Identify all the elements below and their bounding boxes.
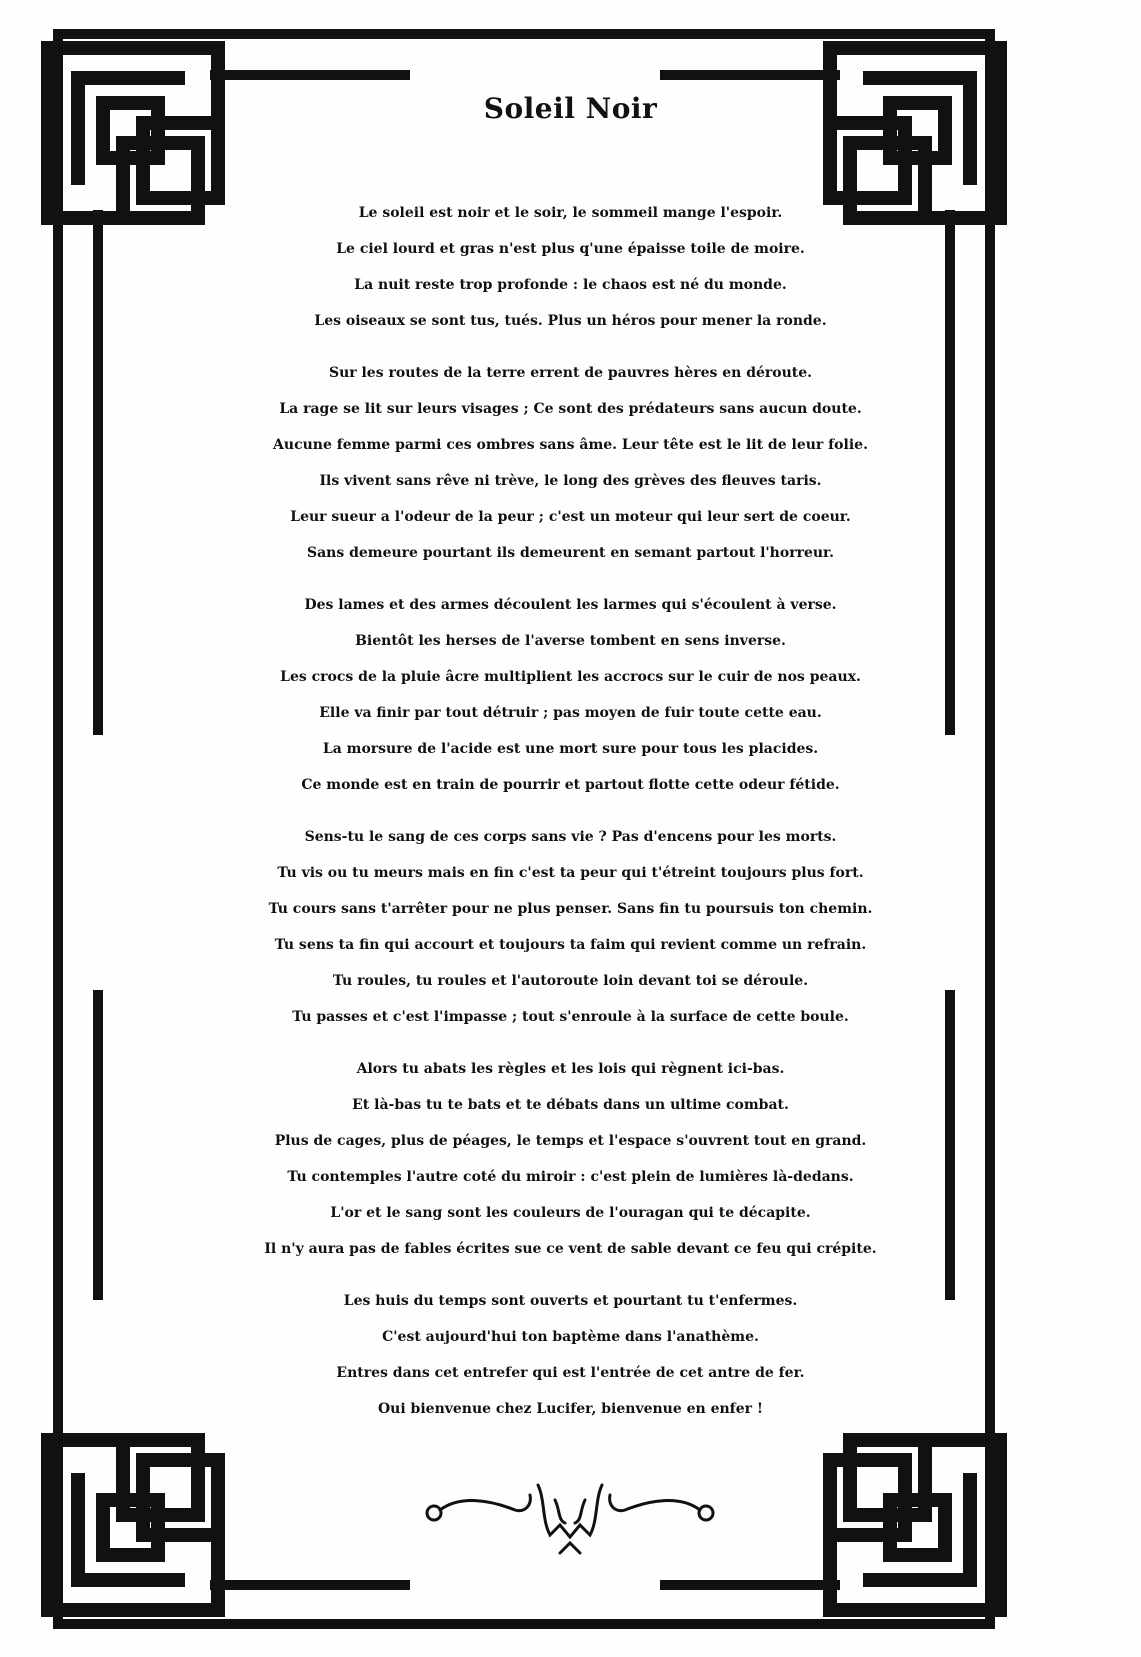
poem-line: Les oiseaux se sont tus, tués. Plus un héros pour mener la ronde.	[314, 313, 827, 329]
poem-line: C'est aujourd'hui ton baptème dans l'anathème.	[382, 1329, 759, 1345]
greek-key-corner-icon	[48, 1440, 218, 1610]
stanza	[0, 195, 1141, 339]
poem-line: Elle va finir par tout détruir ; pas moyen de fuir toute cette eau.	[319, 705, 822, 721]
poem-line: Plus de cages, plus de péages, le temps et l'espace s'ouvrent tout en grand.	[274, 1133, 867, 1149]
poem-body	[0, 195, 1141, 1443]
poem-line: Ce monde est en train de pourrir et partout flotte cette odeur fétide.	[301, 777, 840, 793]
poem-line: Leur sueur a l'odeur de la peur ; c'est un moteur qui leur sert de coeur.	[290, 509, 851, 525]
stanza	[0, 1283, 1141, 1427]
poem-line: Le ciel lourd et gras n'est plus q'une épaisse toile de moire.	[336, 241, 805, 257]
stanza	[0, 355, 1141, 571]
poem-line: Des lames et des armes découlent les larmes qui s'écoulent à verse.	[304, 597, 837, 613]
poem-line: Entres dans cet entrefer qui est l'entrée de cet antre de fer.	[336, 1365, 805, 1381]
poem-line: Les huis du temps sont ouverts et pourtant tu t'enfermes.	[343, 1293, 798, 1309]
poem-line: Alors tu abats les règles et les lois qui règnent ici-bas.	[356, 1061, 785, 1077]
poem-line: La rage se lit sur leurs visages ; Ce sont des prédateurs sans aucun doute.	[279, 401, 862, 417]
greek-key-corner-icon	[830, 48, 1000, 218]
stanza	[0, 587, 1141, 803]
poem-line: Tu cours sans t'arrêter pour ne plus penser. Sans fin tu poursuis ton chemin.	[268, 901, 873, 917]
poem-line: Tu vis ou tu meurs mais en fin c'est ta peur qui t'étreint toujours plus fort.	[277, 865, 864, 881]
poem-line: Et là-bas tu te bats et te débats dans un ultime combat.	[352, 1097, 789, 1113]
scroll-ornament-icon	[420, 1465, 720, 1560]
poem-line: Bientôt les herses de l'averse tombent en sens inverse.	[355, 633, 786, 649]
greek-key-corner-icon	[48, 48, 218, 218]
poem-line: Sur les routes de la terre errent de pauvres hères en déroute.	[328, 365, 813, 381]
poem-line: Sans demeure pourtant ils demeurent en semant partout l'horreur.	[306, 545, 835, 561]
poem-line: Les crocs de la pluie âcre multiplient les accrocs sur le cuir de nos peaux.	[280, 669, 861, 685]
poem-line: Aucune femme parmi ces ombres sans âme. Leur tête est le lit de leur folie.	[273, 437, 868, 453]
poem-line: La nuit reste trop profonde : le chaos est né du monde.	[354, 277, 787, 293]
poem-line: Tu passes et c'est l'impasse ; tout s'enroule à la surface de cette boule.	[292, 1009, 849, 1025]
stanza	[0, 1051, 1141, 1267]
poem-line: Sens-tu le sang de ces corps sans vie ? Pas d'encens pour les morts.	[304, 829, 837, 845]
poem-line: Il n'y aura pas de fables écrites sue ce vent de sable devant ce feu qui crépite.	[264, 1241, 877, 1257]
poem-line: Tu sens ta fin qui accourt et toujours ta faim qui revient comme un refrain.	[274, 937, 867, 953]
poem-line: Le soleil est noir et le soir, le sommeil mange l'espoir.	[358, 205, 783, 221]
poem-line: Oui bienvenue chez Lucifer, bienvenue en enfer !	[377, 1401, 764, 1417]
poem-line: Tu roules, tu roules et l'autoroute loin devant toi se déroule.	[332, 973, 809, 989]
poem-title: Soleil Noir	[483, 92, 658, 125]
greek-key-corner-icon	[830, 1440, 1000, 1610]
poem-line: L'or et le sang sont les couleurs de l'ouragan qui te décapite.	[330, 1205, 811, 1221]
poem-line: Tu contemples l'autre coté du miroir : c'est plein de lumières là-dedans.	[287, 1169, 854, 1185]
poem-line: Ils vivent sans rêve ni trève, le long des grèves des fleuves taris.	[319, 473, 822, 489]
poem-line: La morsure de l'acide est une mort sure pour tous les placides.	[322, 741, 819, 757]
stanza	[0, 819, 1141, 1035]
